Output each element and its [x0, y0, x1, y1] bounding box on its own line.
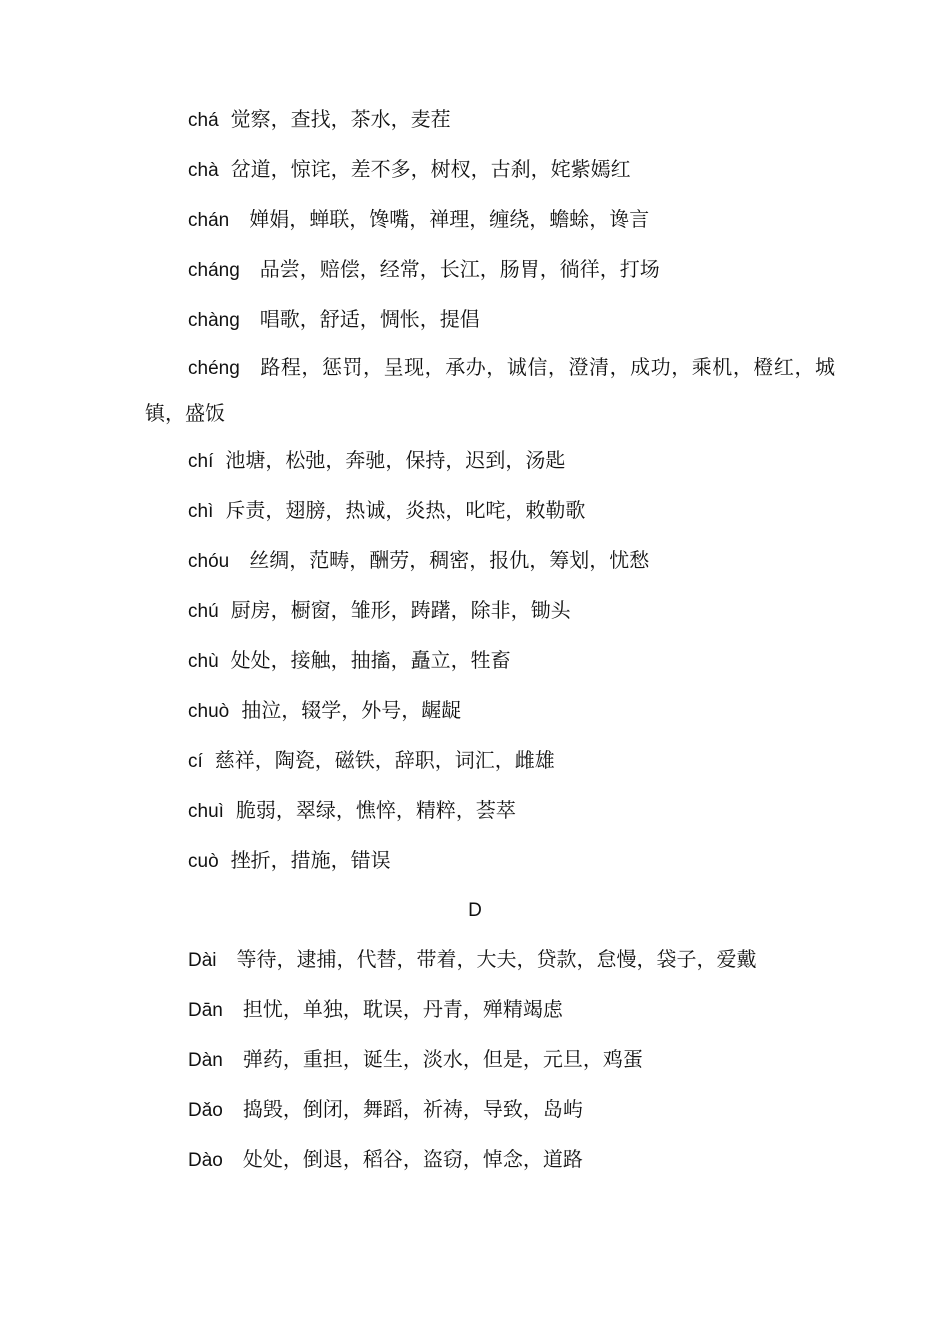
entry-cheng2 [145, 345, 835, 436]
word-list: 厨房，橱窗，雏形，踌躇，除非，锄头 [230, 598, 571, 622]
word-list: 处处，接触，抽搐，矗立，牲畜 [230, 648, 511, 672]
entry-chuo4 [145, 686, 835, 736]
pinyin: chàng [188, 310, 240, 331]
pinyin: chú [188, 601, 219, 622]
word-list: 等待，逮捕，代替，带着，大夫，贷款，怠慢，袋子，爱戴 [236, 947, 757, 971]
vocabulary-list [145, 95, 835, 1185]
entry-cha2 [145, 95, 835, 145]
entry-dan4 [145, 1035, 835, 1085]
pinyin: chù [188, 651, 219, 672]
word-list: 丝绸，范畴，酬劳，稠密，报仇，筹划，忧愁 [249, 548, 650, 572]
entry-chu4 [145, 636, 835, 686]
entry-chi2 [145, 436, 835, 486]
pinyin: chóu [188, 551, 230, 572]
word-list: 斥责，翅膀，热诚，炎热，叱咤，敕勒歌 [225, 498, 586, 522]
entry-chan2 [145, 195, 835, 245]
word-list: 担忧，单独，耽误，丹青，殚精竭虑 [242, 997, 563, 1021]
pinyin: Dān [188, 1000, 223, 1021]
entry-ci2 [145, 736, 835, 786]
pinyin: cháng [188, 260, 240, 281]
section-heading-d: D [468, 900, 482, 921]
word-list: 池塘，松弛，奔驰，保持，迟到，汤匙 [225, 448, 566, 472]
word-list: 慈祥，陶瓷，磁铁，辞职，词汇，雌雄 [214, 748, 555, 772]
entry-dan1 [145, 985, 835, 1035]
pinyin: chì [188, 501, 214, 522]
entry-dao4 [145, 1135, 835, 1185]
word-list: 品尝，赔偿，经常，长江，肠胃，徜徉，打场 [259, 257, 660, 281]
entry-chui4 [145, 786, 835, 836]
pinyin: Dào [188, 1150, 223, 1171]
pinyin: chà [188, 160, 219, 181]
entry-dao3 [145, 1085, 835, 1135]
word-list: 岔道，惊诧，差不多，树杈，古刹，姹紫嫣红 [230, 157, 631, 181]
pinyin: chuì [188, 801, 224, 822]
pinyin: Dǎo [188, 1100, 223, 1121]
pinyin: Dài [188, 950, 217, 971]
entry-chang4 [145, 295, 835, 345]
pinyin: chuò [188, 701, 230, 722]
entry-chu2 [145, 586, 835, 636]
word-list: 路程，惩罚，呈现，承办，诚信，澄清，成功，乘机，橙红，城镇，盛饭 [145, 355, 835, 425]
pinyin: cuò [188, 851, 219, 872]
pinyin: chéng [188, 358, 240, 379]
pinyin: chí [188, 451, 214, 472]
word-list: 脆弱，翠绿，憔悴，精粹，荟萃 [235, 798, 516, 822]
entry-chi4 [145, 486, 835, 536]
word-list: 婵娟，蝉联，馋嘴，禅理，缠绕，蟾蜍，谗言 [249, 207, 650, 231]
entry-dai4 [145, 935, 835, 985]
word-list: 觉察，查找，茶水，麦茬 [230, 107, 451, 131]
entry-chang2 [145, 245, 835, 295]
word-list: 弹药，重担，诞生，淡水，但是，元旦，鸡蛋 [242, 1047, 643, 1071]
word-list: 捣毁，倒闭，舞蹈，祈祷，导致，岛屿 [242, 1097, 583, 1121]
pinyin: chán [188, 210, 230, 231]
entry-cha4 [145, 145, 835, 195]
pinyin: Dàn [188, 1050, 223, 1071]
entry-chou2 [145, 536, 835, 586]
entry-cuo4 [145, 836, 835, 886]
pinyin: cí [188, 751, 203, 772]
word-list: 抽泣，辍学，外号，龌龊 [241, 698, 462, 722]
word-list: 处处，倒退，稻谷，盗窃，悼念，道路 [242, 1147, 583, 1171]
pinyin: chá [188, 110, 219, 131]
word-list: 挫折，措施，错误 [230, 848, 391, 872]
word-list: 唱歌，舒适，惆怅，提倡 [259, 307, 480, 331]
